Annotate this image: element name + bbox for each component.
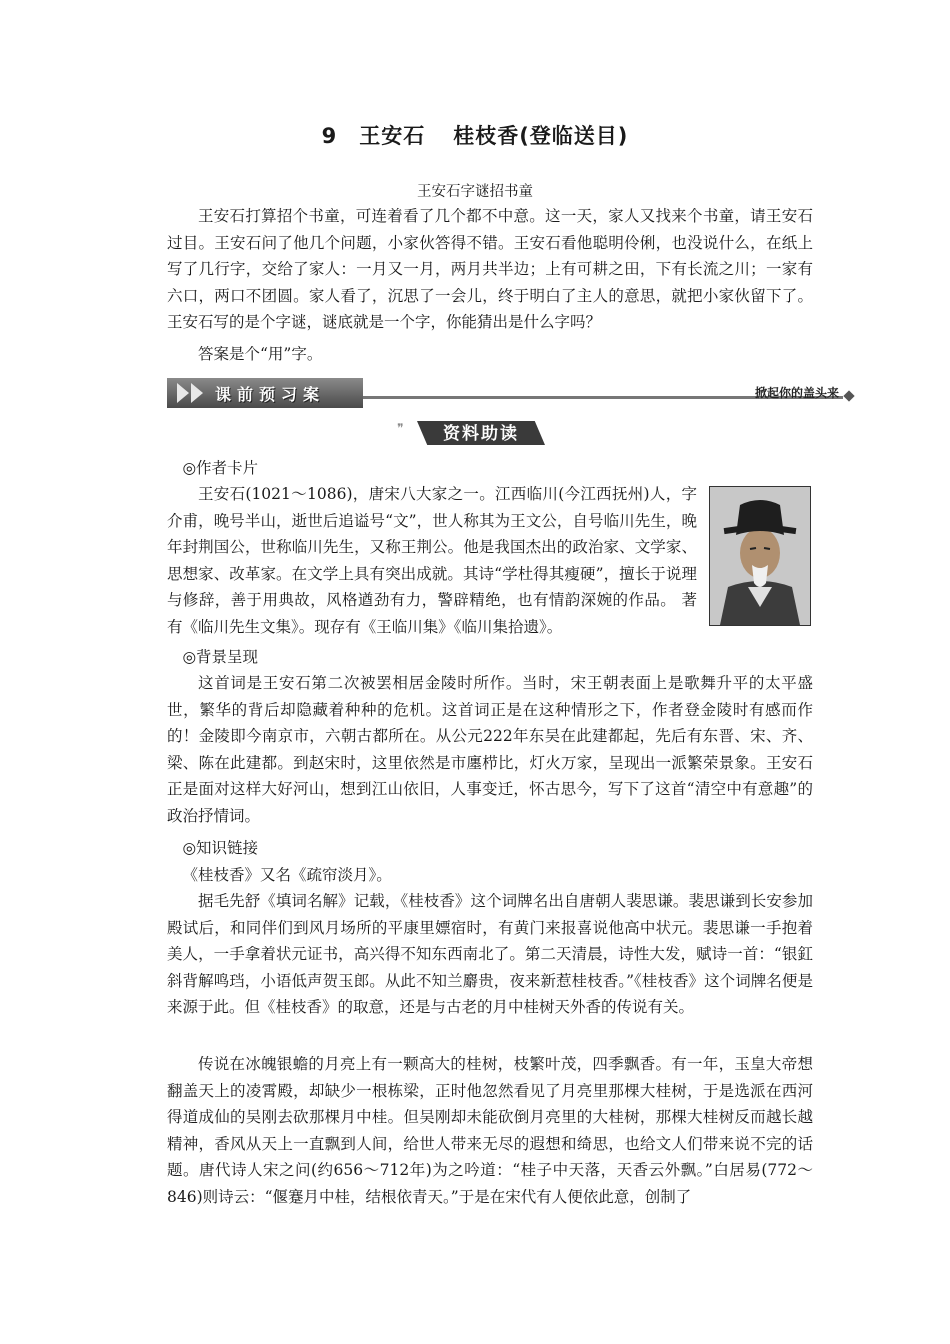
section-banner [167, 378, 853, 408]
legend-line: 传说在冰魄银蟾的月亮上有一颗高大的桂树，枝繁叶茂，四季飘香。有一年，玉皇大帝 [198, 1055, 798, 1073]
lesson-poem-title: 桂枝香(登临送目) [453, 124, 629, 148]
banner-bar [167, 378, 363, 408]
legend-line: 西河得道成仙的吴刚去砍那棵月中桂。但吴刚却未能砍倒月亮里的大桂树，那棵大桂树反而 [167, 1081, 813, 1126]
knowledge-line: 首：“银釭斜背解鸣珰，小语低声贺玉郎。从此不知兰麝贵，夜来新惹桂枝香。”《桂枝 [167, 945, 813, 990]
background-heading: ◎背景呈现 [182, 648, 259, 666]
chevron-right-icon [177, 383, 189, 403]
legend-line: 不完的话题。唐代诗人宋之问(约656～712年)为之吟道：“桂子中天落，天香云外飘。”白 [167, 1134, 813, 1179]
banner-tagline: 掀起你的盖头来 [754, 386, 839, 400]
story-title: 王安石字谜招书童 [417, 184, 533, 200]
knowledge-alias: 《桂枝香》又名《疏帘淡月》。 [182, 866, 392, 884]
background-text [167, 670, 813, 829]
author-card-line: 家、思想家、改革家。在文学上具有突出成就。其诗“学杜得其瘦硬”，擅 [167, 538, 697, 583]
author-portrait-image [709, 486, 811, 626]
knowledge-line: 香》这个词牌名便是来源于此。但《桂枝香》的取意，还是与古老的月中桂树天外香的传说 [167, 971, 813, 1016]
story-line: 纸上写了几行字，交给了家人：一月又一月，两月共半边；上有可耕之田，下有长流之川； [167, 233, 813, 278]
knowledge-line: 据毛先舒《填词名解》记载，《桂枝香》这个词牌名出自唐朝人裴思谦。裴思谦到长安 [198, 892, 782, 910]
author-card-line: 晚年封荆国公，世称临川先生，又称王荆公。他是我国杰出的政治家、文学 [167, 511, 697, 556]
legend-line: 越长越精神，香风从天上一直飘到人间，给世人带来无尽的遐想和绮思，也给文人们带来说 [167, 1108, 813, 1153]
subsection-heading-label: 资料助读 [443, 424, 519, 444]
background-line: 这首词是王安石第二次被罢相居金陵时所作。当时，宋王朝表面上是歌舞升平的太平盛 [198, 674, 813, 692]
story-answer: 答案是个“用”字。 [198, 345, 323, 363]
chevron-right-icon [191, 383, 203, 403]
lesson-number: 9 [321, 124, 338, 148]
diamond-icon [843, 390, 854, 401]
author-card-line: 作品。 著有《临川先生文集》。现存有《王临川集》《临川集拾遗》。 [167, 591, 697, 636]
story-line: 石过目。王安石问了他几个问题，小家伙答得不错。王安石看他聪明伶俐，也没说什么，在 [167, 207, 813, 252]
portrait-illustration [710, 487, 810, 625]
lesson-author: 王安石 [359, 124, 426, 148]
knowledge-heading: ◎知识链接 [182, 839, 259, 857]
background-line: 的！金陵即今南京市，六朝古都所在。从公元222年东吴在此建都起，先后有东晋、宋、齐、 [167, 727, 813, 745]
author-card-line: 介甫，晚号半山，逝世后追谥号“文”，世人称其为王文公，自号临川先生， [167, 511, 682, 530]
subsection-heading [395, 417, 555, 447]
story-line: 留下了。王安石写的是个字谜，谜底就是一个字，你能猜出是什么字吗？ [167, 286, 813, 331]
author-card-text [167, 481, 697, 640]
knowledge-line: 有关。 [647, 998, 695, 1016]
background-line: 梁、陈在此建都。到赵宋时，这里依然是市廛栉比，灯火万家，呈现出一派繁荣景象。王安 [167, 753, 798, 772]
background-line: 趣”的政治抒情词。 [167, 780, 813, 825]
author-card-heading: ◎作者卡片 [182, 459, 259, 477]
background-line: 石正是面对这样大好河山，想到江山依旧，人事变迁，怀古思今，写下了这首“清空中有意 [167, 753, 813, 798]
knowledge-paragraph [167, 888, 813, 1021]
story-paragraph [167, 203, 813, 336]
lesson-title [0, 120, 950, 150]
story-line: 王安石打算招个书童，可连着看了几个都不中意。这一天，家人又找来个书童，请王安 [198, 207, 798, 225]
background-line: 世，繁华的背后却隐藏着种种的危机。这首词正是在这种情形之下，作者登金陵时有感而作 [167, 700, 813, 719]
quote-deco-icon: ❞ [397, 421, 404, 435]
legend-line: 想翻盖天上的凌霄殿，却缺少一根栋梁，正时他忽然看见了月亮里那棵大桂树，于是选派在 [167, 1055, 813, 1100]
banner-label: 课前预习案 [215, 385, 326, 404]
author-card-line: 长于说理与修辞，善于用典故，风格遒劲有力，警辟精绝，也有情韵深婉的 [167, 564, 697, 609]
knowledge-line: 手抱着美人，一手拿着状元证书，高兴得不知东西南北了。第二天清晨，诗性大发，赋诗一 [167, 918, 813, 963]
legend-paragraph [167, 1051, 813, 1210]
legend-line: 居易(772～846)则诗云：“偃蹇月中桂，结根依青天。”于是在宋代有人便依此意，创制了 [167, 1161, 813, 1206]
author-card-line: 王安石(1021～1086)，唐宋八大家之一。江西临川(今江西抚州)人，字 [198, 485, 697, 503]
story-line: 一家有六口，两口不团圆。家人看了，沉思了一会儿，终于明白了主人的意思，就把小家伙 [167, 260, 813, 305]
knowledge-line: 参加殿试后，和同伴们到风月场所的平康里嫖宿时，有黄门来报喜说他高中状元。裴思谦一 [167, 892, 813, 937]
